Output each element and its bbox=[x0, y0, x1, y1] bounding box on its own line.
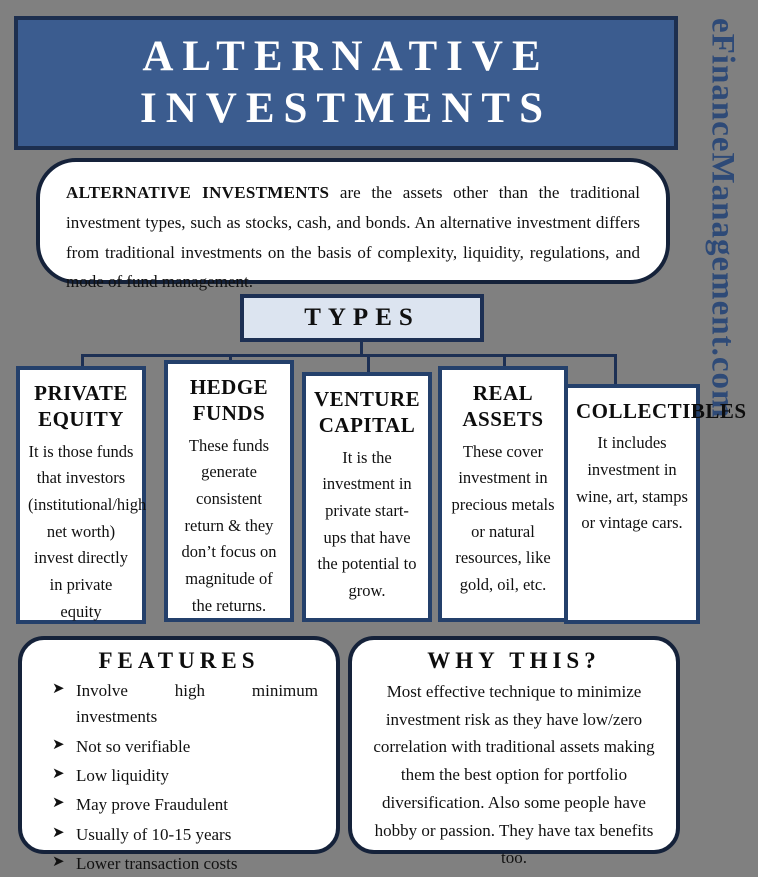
list-item bbox=[50, 792, 318, 818]
feature-text: Involve high minimum investments bbox=[76, 681, 318, 727]
list-item bbox=[50, 822, 318, 848]
type-card-hedge-funds bbox=[164, 360, 294, 622]
features-heading: FEATURES bbox=[98, 648, 260, 673]
arrow-bullet-icon: ➤ bbox=[52, 681, 65, 697]
type-card-private-equity bbox=[16, 366, 146, 624]
definition-box bbox=[36, 158, 670, 292]
type-card-text: These cover investment in precious metals or natural resources, like gold, oil, etc. bbox=[451, 441, 555, 595]
list-item bbox=[50, 851, 318, 877]
why-this-box bbox=[348, 636, 680, 868]
type-card-title: VENTURE CAPITAL bbox=[314, 387, 421, 438]
types-heading-box bbox=[240, 294, 484, 342]
title-banner bbox=[14, 16, 678, 150]
type-card-text: These funds generate consistent return & they don’t focus on magnitude of the returns. bbox=[181, 435, 277, 615]
definition-lead: ALTERNATIVE INVESTMENTS bbox=[66, 183, 330, 202]
list-item bbox=[50, 763, 318, 789]
arrow-bullet-icon: ➤ bbox=[52, 795, 65, 812]
types-card-row bbox=[16, 360, 747, 628]
brand-text: eFinanceManagement.com bbox=[704, 18, 741, 419]
features-box bbox=[18, 636, 340, 874]
arrow-bullet-icon: ➤ bbox=[52, 736, 65, 753]
feature-text: Low liquidity bbox=[76, 766, 170, 786]
why-this-heading: WHY THIS? bbox=[427, 648, 601, 673]
type-card-title: PRIVATE EQUITY bbox=[34, 381, 128, 432]
definition-text bbox=[66, 178, 640, 297]
feature-text: Not so verifiable bbox=[76, 736, 191, 756]
title-line-1: ALTERNATIVE bbox=[142, 32, 550, 80]
arrow-bullet-icon: ➤ bbox=[52, 854, 65, 871]
why-this-text: Most effective technique to minimize investment risk as they have low/zero correlation with traditional assets making them the best option for portfolio diversification. Also some people have hobby or passion. They have tax benefits too. bbox=[373, 682, 655, 868]
feature-text: May prove Fraudulent bbox=[76, 795, 229, 815]
type-card-title: REAL ASSETS bbox=[462, 381, 544, 432]
type-card-text: It is those funds that investors (institutional/high net worth) invest directly in private equity bbox=[28, 441, 147, 621]
feature-text: Lower transaction costs bbox=[76, 854, 238, 874]
type-card-collectibles bbox=[564, 384, 747, 624]
connector-horizontal-bus bbox=[81, 354, 616, 357]
type-card-title: COLLECTIBLES bbox=[576, 399, 747, 423]
arrow-bullet-icon: ➤ bbox=[52, 824, 65, 841]
feature-text: Usually of 10-15 years bbox=[76, 824, 232, 844]
list-item bbox=[50, 734, 318, 760]
type-card-venture-capital bbox=[302, 372, 432, 622]
type-card-real-assets bbox=[438, 366, 568, 622]
list-item bbox=[50, 678, 318, 731]
title-line-2: INVESTMENTS bbox=[139, 85, 553, 132]
definition-body: are the assets other than the traditional investment types, such as stocks, cash, and bonds. An alternative investment differs from traditional investments on the basis of complexity, liquidity, regulations, and mode of fund management. bbox=[66, 183, 640, 292]
arrow-bullet-icon: ➤ bbox=[52, 766, 65, 783]
type-card-text: It is the investment in private start-ups that have the potential to grow. bbox=[317, 447, 417, 601]
features-list bbox=[36, 678, 322, 877]
type-card-title: HEDGE FUNDS bbox=[189, 375, 269, 426]
type-card-text: It includes investment in wine, art, stamps or vintage cars. bbox=[576, 433, 688, 533]
types-heading-label: TYPES bbox=[304, 304, 420, 331]
